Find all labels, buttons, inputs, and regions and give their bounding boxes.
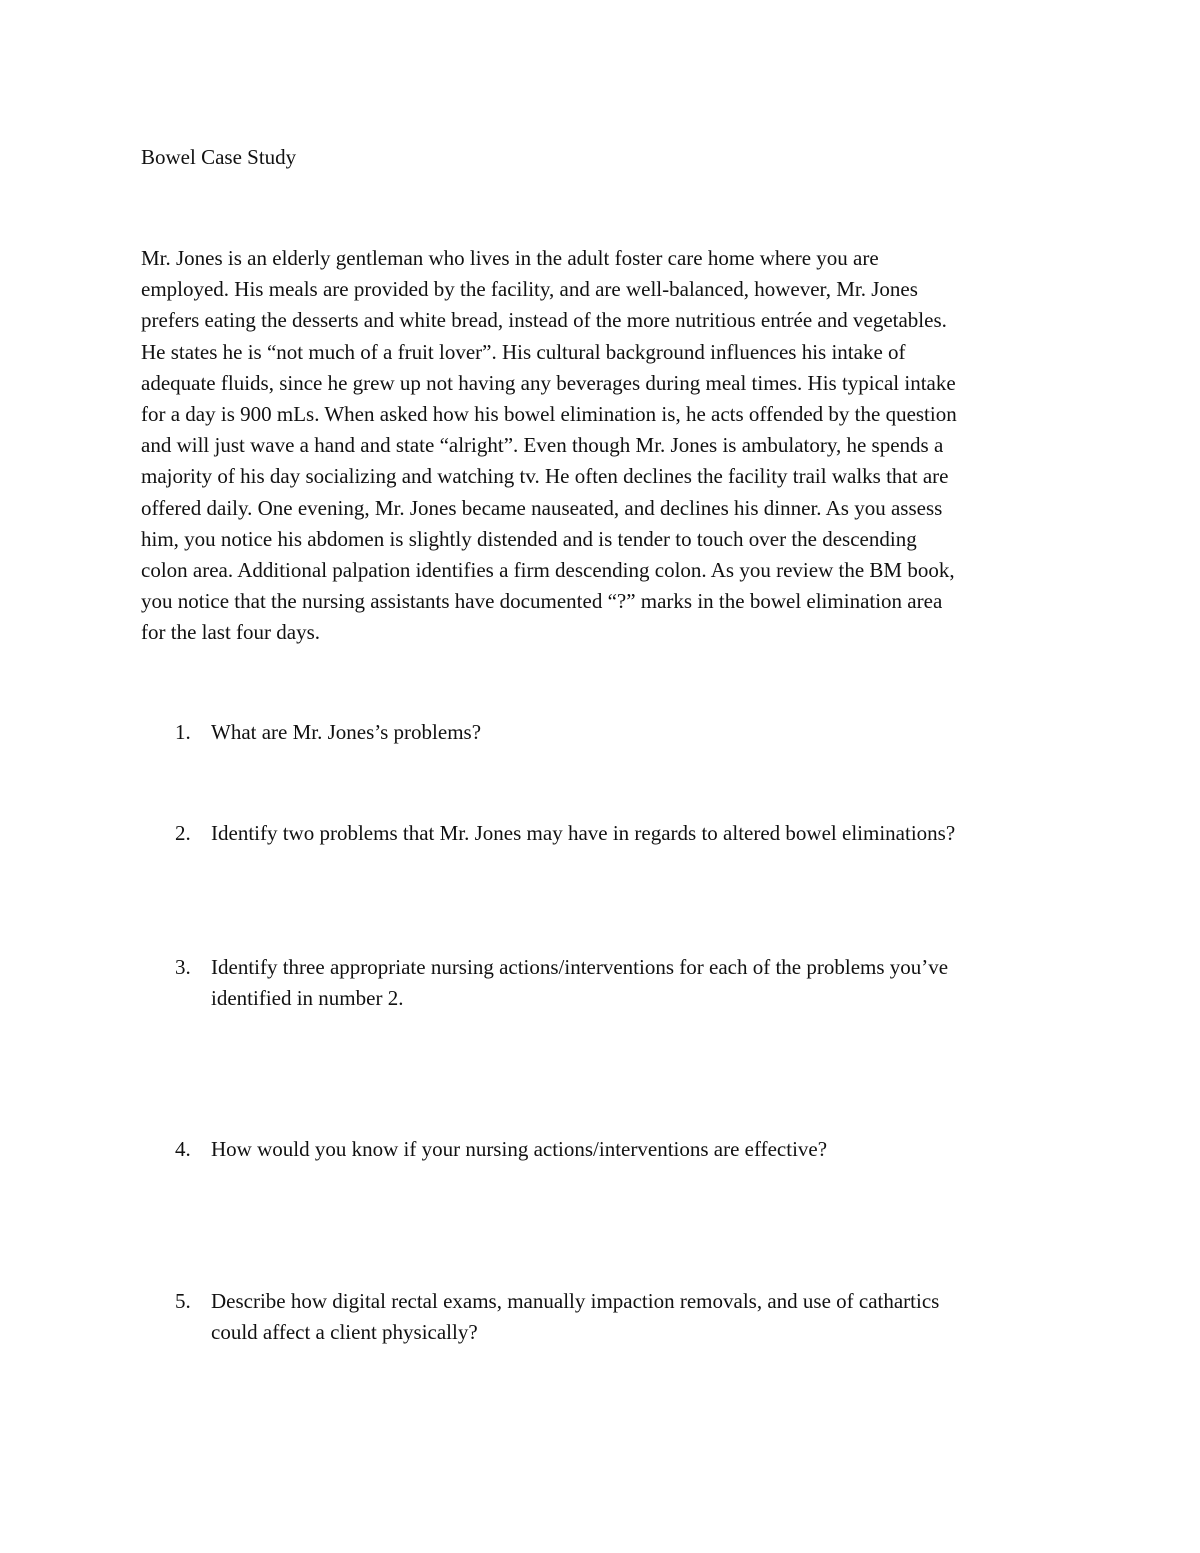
question-text: [211, 1286, 1063, 1348]
paragraph-line: prefers eating the desserts and white bread, instead of the more nutritious entrée and vegetables.: [141, 308, 947, 333]
paragraph-line: you notice that the nursing assistants have documented “?” marks in the bowel elimination area: [141, 589, 943, 614]
paragraph-line: He states he is “not much of a fruit lover”. His cultural background influences his intake of: [141, 339, 906, 364]
document-title: Bowel Case Study: [141, 145, 297, 169]
case-description-paragraph: [141, 243, 1063, 649]
paragraph-line: adequate fluids, since he grew up not having any beverages during meal times. His typical intake: [141, 370, 956, 395]
question-number: 3.: [175, 955, 191, 979]
paragraph-line: majority of his day socializing and watching tv. He often declines the facility trail walks that are: [141, 464, 949, 489]
question-line: Identify three appropriate nursing actions/interventions for each of the problems you’ve: [211, 955, 949, 979]
question-1: [141, 717, 1063, 748]
paragraph-line: for the last four days.: [141, 620, 321, 645]
question-number: 1.: [175, 720, 191, 744]
question-3: [141, 952, 1063, 1014]
paragraph-line: colon area. Additional palpation identifies a firm descending colon. As you review the BM book,: [141, 558, 955, 583]
question-text: [211, 717, 1063, 748]
question-text: [211, 1134, 1063, 1165]
question-number: 5.: [175, 1289, 191, 1313]
question-5: [141, 1286, 1063, 1348]
paragraph-line: him, you notice his abdomen is slightly distended and is tender to touch over the descending: [141, 526, 917, 551]
question-line: What are Mr. Jones’s problems?: [211, 720, 482, 744]
question-line: How would you know if your nursing actions/interventions are effective?: [211, 1137, 828, 1161]
paragraph-line: Mr. Jones is an elderly gentleman who lives in the adult foster care home where you are: [141, 246, 879, 270]
question-line: Identify two problems that Mr. Jones may have in regards to altered bowel eliminations?: [211, 821, 956, 845]
question-text: [211, 952, 1063, 1014]
question-2: [141, 818, 1063, 849]
question-text: [211, 818, 1063, 849]
paragraph-line: for a day is 900 mLs. When asked how his bowel elimination is, he acts offended by the question: [141, 402, 957, 427]
question-line: Describe how digital rectal exams, manually impaction removals, and use of cathartics: [211, 1289, 940, 1313]
question-number: 4.: [175, 1137, 191, 1161]
paragraph-line: employed. His meals are provided by the facility, and are well-balanced, however, Mr. Jones: [141, 277, 918, 302]
paragraph-line: and will just wave a hand and state “alright”. Even though Mr. Jones is ambulatory, he spends a: [141, 433, 944, 458]
question-4: [141, 1134, 1063, 1165]
question-number: 2.: [175, 821, 191, 845]
question-line: identified in number 2.: [211, 986, 404, 1010]
question-line: could affect a client physically?: [211, 1320, 478, 1344]
paragraph-line: offered daily. One evening, Mr. Jones became nauseated, and declines his dinner. As you assess: [141, 495, 943, 520]
